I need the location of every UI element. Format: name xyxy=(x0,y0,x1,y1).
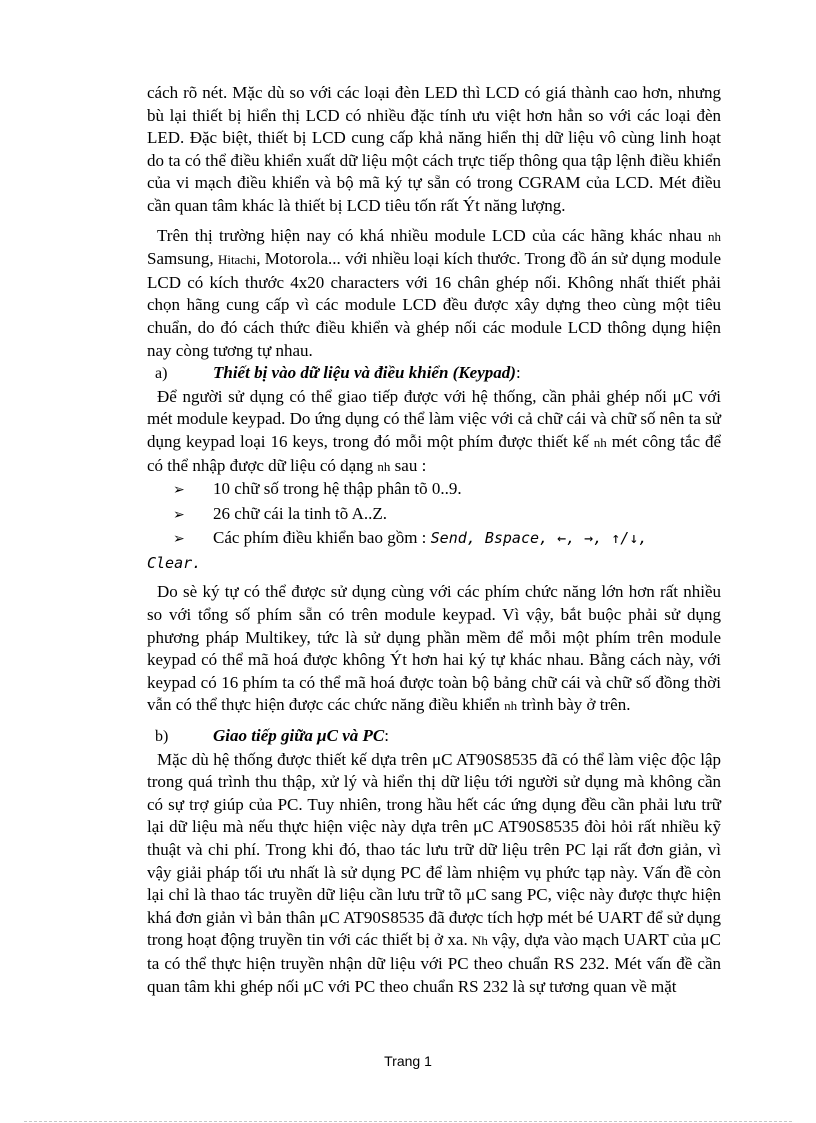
paragraph-lcd-market xyxy=(147,225,721,363)
heading-title: Thiết bị vào dữ liệu và điều khiển (Keypad) xyxy=(213,363,516,383)
text-run: Các phím điều khiển bao gồm : xyxy=(213,528,431,548)
arrow-bullet-icon: ➢ xyxy=(173,532,185,548)
control-keys: Send, Bspace, ←, →, ↑/↓, xyxy=(430,529,648,548)
text-run-small: Nh xyxy=(471,933,488,949)
text-run: Do sè ký tự có thể được sử dụng cùng với các phím chức năng lớn hơn rất nhiều so với tổng số phím sẵn có trên module keypad. Vì vậy, bắt buộc phải sử dụng phương pháp Multikey, tức là sử dụng phần mềm để mỗi một phím trên module keypad có thể mã hoá được không Ýt hơn hai ký tự khác nhau. Bằng cách này, với keypad có 16 phím ta có thể mã hoá được toàn bộ bảng chữ cái và chữ số đồng thời vẫn có thể thực hiện được các chức năng điều khiển xyxy=(147,582,721,715)
arrow-bullet-icon: ➢ xyxy=(173,507,185,523)
page-footer: Trang 1 xyxy=(384,1053,432,1069)
text-run-small: nh xyxy=(377,458,391,474)
paragraph-keypad xyxy=(147,386,721,478)
list-item-text: 26 chữ cái la tinh tõ A..Z. xyxy=(213,503,387,523)
section-heading-pc xyxy=(147,725,721,749)
text-run-small: nh xyxy=(504,698,518,714)
heading-label: a) xyxy=(155,365,168,383)
clear-key: Clear. xyxy=(147,553,202,572)
text-run-small: nh xyxy=(593,434,607,450)
text-run-small: Hitachi xyxy=(217,252,257,268)
paragraph-multikey xyxy=(147,581,721,718)
text-run: Samsung, xyxy=(147,249,214,269)
page-content xyxy=(147,82,721,998)
heading-suffix: : xyxy=(515,363,521,383)
text-run: trình bày ở trên. xyxy=(521,695,631,715)
list-item-text: 10 chữ số trong hệ thập phân tõ 0..9. xyxy=(213,479,462,499)
arrow-bullet-icon: ➢ xyxy=(173,483,185,499)
section-heading-keypad xyxy=(147,362,721,386)
text-run: vậy, dựa vào mạch UART của μC ta có thể thực hiện truyền nhận dữ liệu với PC theo chuẩn RS 232. Mét vấn đề cần quan tâm khi ghép nối μC với PC theo chuẩn RS 232 là sự tương quan về mặt xyxy=(147,930,722,996)
heading-suffix: : xyxy=(384,726,389,746)
list-item xyxy=(173,503,721,528)
key-list xyxy=(147,478,721,552)
list-item xyxy=(173,527,721,552)
text-run: Mặc dù hệ thống được thiết kế dựa trên μC AT90S8535 đã có thể làm việc độc lập trong quá trình thu thập, xử lý và hiển thị dữ liệu tới người sử dụng mà không cần có sự trợ giúp của PC. Tuy nhiên, trong hầu hết các ứng dụng đều cần phải lưu trữ lại dữ liệu mà nếu thực hiện việc này dựa trên μC AT90S8535 đòi hỏi rất nhiều kỹ thuật và chi phí. Trong khi đó, thao tác lưu trữ dữ liệu trên PC lại rất đơn giản, vì vậy giải pháp tối ưu nhất là sử dụng PC để làm nhiệm vụ phức tạp này. Vấn đề còn lại chỉ là thao tác truyền dữ liệu cần lưu trữ tõ μC sang PC, việc này được thực hiện khá đơn giản vì bản thân μC AT90S8535 đã được tích hợp mét bé UART để sử dụng trong hoạt động truyền tin với các thiết bị ở xa. xyxy=(147,749,721,950)
text-run: Để người sử dụng có thể giao tiếp được với hệ thống, cần phải ghép nối μC với mét module keypad. Do ứng dụng có thể làm việc với cả chữ cái và chữ số nên ta sử dụng keypad loại 16 keys, trong đó mỗi một phím được thiết kế xyxy=(147,386,721,451)
text-run: Trên thị trường hiện nay có khá nhiều module LCD của các hãng khác nhau xyxy=(157,225,702,245)
list-item xyxy=(173,478,721,503)
text-run: sau : xyxy=(394,455,427,475)
text-run: mét công tắc để có thể nhập được dữ liệu có dạng xyxy=(147,431,722,475)
text-run: , Motorola... với nhiều loại kích thước. Trong đồ án sử dụng module LCD có kích thước 4x20 characters với 16 chân ghép nối. Không nhất thiết phải chọn hãng cung cấp vì các module LCD đều được xây dựng theo cùng một tiêu chuẩn, do đó cách thức điều khiển và ghép nối các module LCD thông dụng hiện nay còng tương tự nhau. xyxy=(147,249,721,360)
heading-title: Giao tiếp giữa μC và PC xyxy=(213,726,385,746)
paragraph-pc-interface xyxy=(147,749,721,999)
page-divider xyxy=(24,1121,792,1122)
text-run-small: nh xyxy=(708,228,721,244)
heading-label: b) xyxy=(155,728,169,746)
list-item-text xyxy=(213,527,721,550)
paragraph-lcd-intro: cách rõ nét. Mặc dù so với các loại đèn LED thì LCD có giá thành cao hơn, nhưng bù lại thiết bị hiển thị LCD có nhiều đặc tính ưu việt hơn hẳn so với các loại đèn LED. Đặc biệt, thiết bị LCD cung cấp khả năng hiển thị dữ liệu vô cùng linh hoạt do ta có thể điều khiển xuất dữ liệu một cách trực tiếp thông qua tập lệnh điều khiển của vi mạch điều khiển và bộ mã ký tự sẵn có trong CGRAM của LCD. Mét điều cần quan tâm khác là thiết bị LCD tiêu tốn rất Ýt năng lượng. xyxy=(147,83,721,215)
list-continuation xyxy=(147,552,721,575)
